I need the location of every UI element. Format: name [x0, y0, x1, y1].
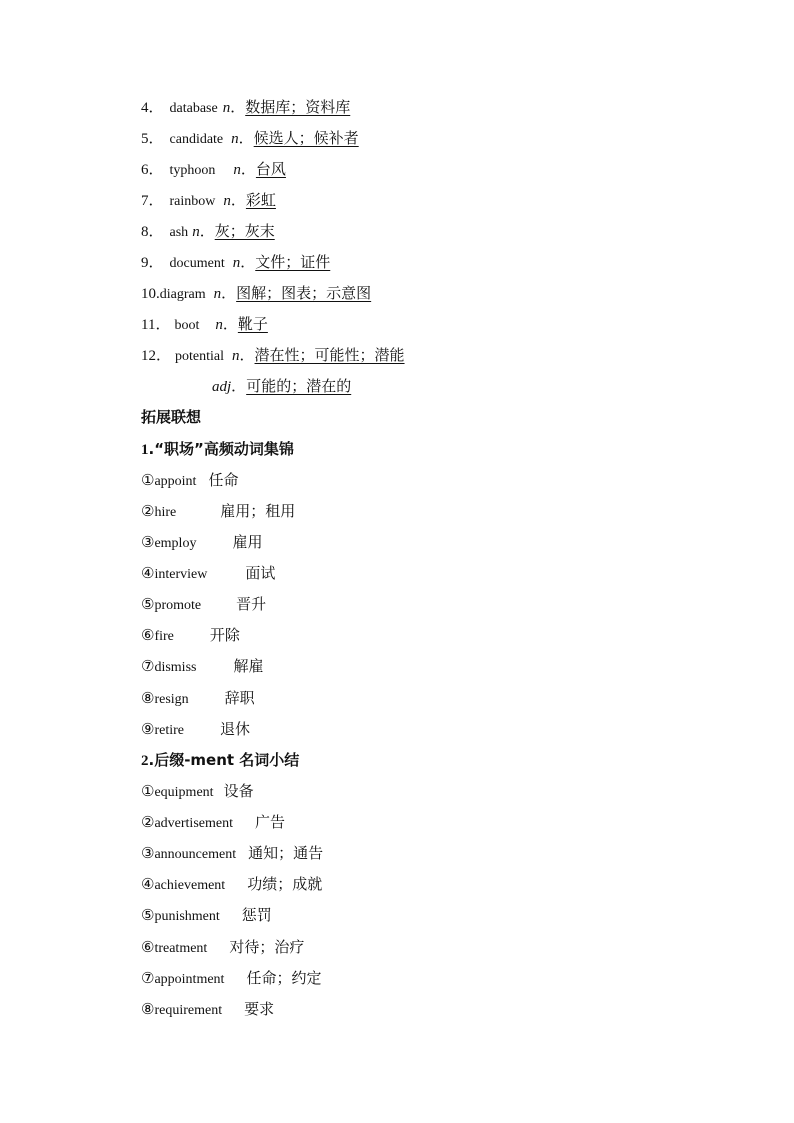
part-of-speech: n — [215, 317, 223, 333]
item-number: 4． — [141, 100, 164, 116]
definition: 文件；证件 — [255, 253, 331, 271]
part-of-speech: n — [213, 286, 222, 302]
item-number: 11． — [141, 317, 171, 333]
english-word: equipment — [154, 785, 214, 800]
definition: 面试 — [245, 564, 276, 582]
english-word: advertisement — [154, 816, 233, 831]
definition: 辞职 — [224, 689, 255, 707]
definition: 惩罚 — [241, 906, 272, 924]
english-word: candidate — [169, 132, 224, 147]
vocab-item-document — [141, 250, 330, 274]
item-number: 9． — [141, 255, 164, 271]
item-number: 6． — [141, 162, 164, 178]
pos-separator: ． — [238, 129, 254, 147]
circled-number: ⑨ — [141, 720, 155, 738]
definition: 解雇 — [233, 657, 264, 675]
circled-number: ⑥ — [141, 626, 155, 644]
definition: 通知；通告 — [248, 844, 324, 862]
definition: 潜在性；可能性；潜能 — [254, 346, 405, 364]
list-item — [141, 717, 250, 741]
circled-number: ① — [141, 782, 155, 800]
english-word: interview — [154, 567, 208, 582]
part-of-speech: n — [231, 131, 239, 147]
pos-separator: ． — [240, 160, 256, 178]
pos-separator: ． — [240, 253, 256, 271]
definition: 雇用 — [232, 533, 263, 551]
list-item — [141, 872, 322, 896]
circled-number: ① — [141, 471, 155, 489]
circled-number: ⑦ — [141, 969, 155, 987]
list-item — [141, 935, 304, 959]
list-item — [141, 903, 272, 927]
part-of-speech: n — [233, 162, 241, 178]
circled-number: ⑧ — [141, 1000, 155, 1018]
vocab-item-candidate — [141, 126, 359, 150]
pos-separator: ． — [230, 98, 246, 116]
vocab-item-potential — [141, 343, 405, 367]
definition: 彩虹 — [245, 191, 276, 209]
circled-number: ④ — [141, 564, 155, 582]
vocab-item-ash — [141, 219, 275, 243]
definition: 对待；治疗 — [229, 938, 305, 956]
circled-number: ⑦ — [141, 657, 155, 675]
english-word: promote — [154, 598, 202, 613]
english-word: resign — [154, 692, 189, 707]
part-of-speech: n — [222, 100, 231, 116]
definition: 退休 — [219, 720, 250, 738]
definition: 设备 — [223, 782, 254, 800]
list-item — [141, 841, 323, 865]
pos-separator: ． — [199, 222, 215, 240]
item-number: 8． — [141, 224, 164, 240]
circled-number: ③ — [141, 844, 155, 862]
definition: 数据库；资料库 — [245, 98, 351, 116]
english-word: document — [169, 256, 225, 271]
part-of-speech: n — [232, 255, 241, 271]
list-item — [141, 779, 254, 803]
english-word: punishment — [154, 909, 220, 924]
list-item — [141, 810, 285, 834]
definition: 可能的；潜在的 — [246, 377, 352, 395]
vocab-item-potential-adj — [212, 374, 351, 398]
vocab-item-rainbow — [141, 188, 276, 212]
vocab-item-diagram — [141, 281, 371, 305]
english-word: dismiss — [154, 660, 197, 675]
english-word: announcement — [154, 847, 237, 862]
section-heading — [141, 405, 201, 429]
circled-number: ③ — [141, 533, 155, 551]
list-item — [141, 468, 238, 492]
list-item — [141, 592, 266, 616]
item-number: 7． — [141, 193, 164, 209]
section-title: 拓展联想 — [141, 408, 202, 426]
group-title: .“职场”高频动词集锦 — [148, 440, 294, 458]
english-word: achievement — [154, 878, 226, 893]
part-of-speech: n — [192, 224, 200, 240]
list-item — [141, 997, 274, 1021]
english-word: treatment — [154, 941, 208, 956]
definition: 晋升 — [236, 595, 267, 613]
pos-separator: ． — [222, 315, 238, 333]
list-item — [141, 966, 321, 990]
definition: 要求 — [244, 1000, 275, 1018]
circled-number: ⑤ — [141, 595, 155, 613]
pos-separator: ． — [221, 284, 237, 302]
circled-number: ⑥ — [141, 938, 155, 956]
definition: 任命 — [208, 471, 239, 489]
vocab-item-boot — [141, 312, 268, 336]
english-word: requirement — [154, 1003, 223, 1018]
item-number: 5． — [141, 131, 164, 147]
circled-number: ⑤ — [141, 906, 155, 924]
list-item — [141, 530, 262, 554]
english-word: typhoon — [169, 163, 216, 178]
definition: 开除 — [209, 626, 240, 644]
circled-number: ② — [141, 813, 155, 831]
list-item — [141, 654, 263, 678]
definition: 图解；图表；示意图 — [236, 284, 372, 302]
definition: 靴子 — [237, 315, 268, 333]
item-number: 10. — [141, 286, 160, 302]
definition: 候选人；候补者 — [253, 129, 359, 147]
english-word: hire — [154, 505, 177, 520]
list-item — [141, 499, 295, 523]
part-of-speech: n — [223, 193, 231, 209]
group-number: 1 — [141, 442, 149, 458]
definition: 功绩；成就 — [247, 875, 323, 893]
definition: 灰；灰末 — [214, 222, 275, 240]
vocab-item-database — [141, 95, 350, 119]
group2-heading — [141, 748, 299, 772]
english-word: diagram — [159, 287, 206, 302]
english-word: employ — [154, 536, 197, 551]
definition: 广告 — [254, 813, 285, 831]
part-of-speech: n — [232, 348, 240, 364]
english-word: retire — [154, 723, 184, 738]
definition: 台风 — [255, 160, 286, 178]
circled-number: ② — [141, 502, 155, 520]
pos-separator: ． — [239, 346, 255, 364]
english-word: ash — [169, 225, 189, 240]
english-word: boot — [174, 318, 200, 333]
circled-number: ④ — [141, 875, 155, 893]
group-title: .后缀-ment 名词小结 — [148, 751, 300, 769]
pos-separator: ． — [230, 191, 246, 209]
group-number: 2 — [141, 753, 149, 769]
english-word: appointment — [154, 972, 225, 987]
english-word: appoint — [154, 474, 197, 489]
list-item — [141, 623, 240, 647]
english-word: database — [169, 101, 218, 116]
pos-separator: ． — [231, 377, 247, 395]
group1-heading — [141, 437, 294, 461]
definition: 任命；约定 — [246, 969, 322, 987]
circled-number: ⑧ — [141, 689, 155, 707]
list-item — [141, 561, 275, 585]
vocab-item-typhoon — [141, 157, 286, 181]
list-item — [141, 686, 255, 710]
english-word: potential — [175, 349, 225, 364]
item-number: 12． — [141, 348, 172, 364]
english-word: rainbow — [169, 194, 216, 209]
definition: 雇用；租用 — [220, 502, 296, 520]
part-of-speech: adj — [212, 379, 232, 395]
english-word: fire — [154, 629, 174, 644]
